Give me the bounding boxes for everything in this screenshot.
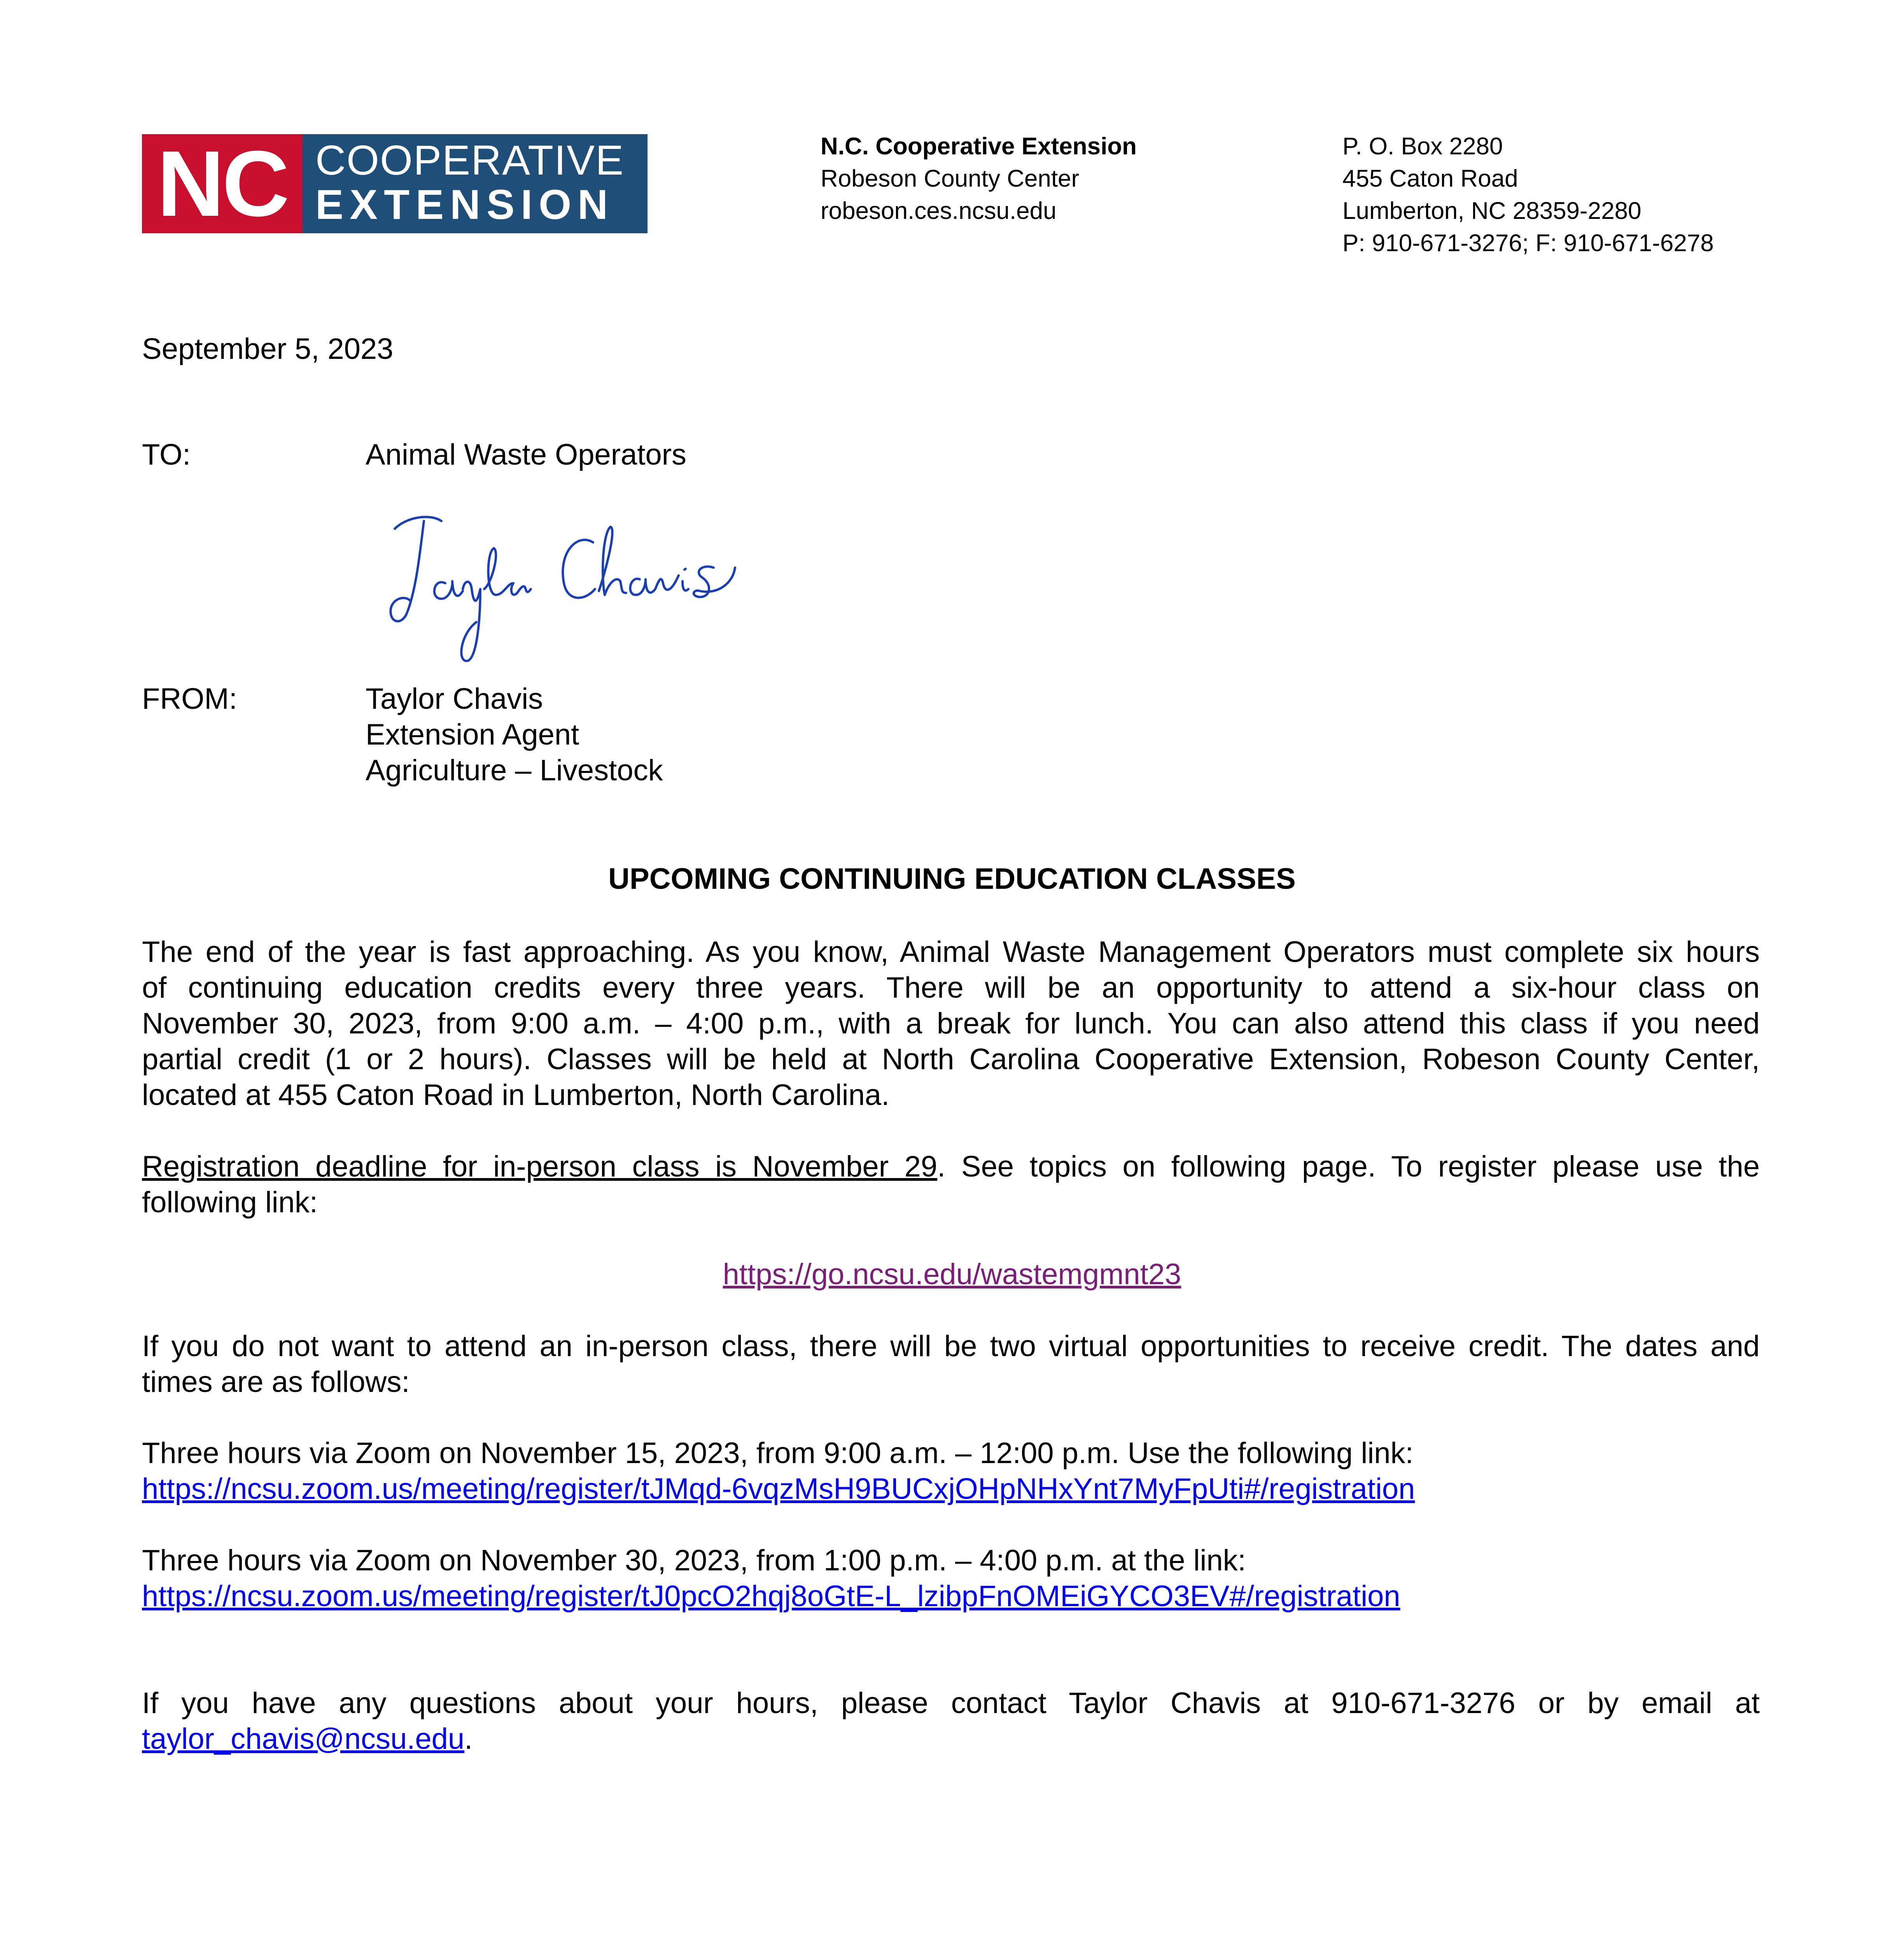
virtual-options-paragraph <box>142 1329 1760 1400</box>
nc-logo-blue-block <box>302 134 648 233</box>
zoom-session-1-link[interactable]: https://ncsu.zoom.us/meeting/register/tJMqd-6vqzMsH9BUCxjOHpNHxYnt7MyFpUti#/registration <box>142 1472 1415 1505</box>
office-name: N.C. Cooperative Extension <box>821 133 1137 160</box>
registration-line-1-rest: . See topics on following page. To register please use the <box>937 1150 1760 1183</box>
zoom-session-1 <box>142 1435 1415 1507</box>
sender-name: Taylor Chavis <box>366 682 543 715</box>
intro-line-3: November 30, 2023, from 9:00 a.m. – 4:00 p.m., with a break for lunch. You can also attend this class if you need <box>142 1007 1760 1040</box>
address-po-box: P. O. Box 2280 <box>1342 133 1503 160</box>
office-website: robeson.ces.ncsu.edu <box>821 198 1057 224</box>
virtual-line-1: If you do not want to attend an in-person class, there will be two virtual opportunities to receive credit. The dates and <box>142 1330 1760 1363</box>
contact-line-2 <box>142 1721 1760 1757</box>
zoom-session-2-text: Three hours via Zoom on November 30, 2023, from 1:00 p.m. – 4:00 p.m. at the link: <box>142 1544 1246 1577</box>
memo-date: September 5, 2023 <box>142 332 394 365</box>
office-address <box>1342 130 1714 259</box>
registration-link[interactable]: https://go.ncsu.edu/wastemgmnt23 <box>723 1258 1181 1291</box>
sender-department: Agriculture – Livestock <box>366 754 663 787</box>
contact-email-link[interactable]: taylor_chavis@ncsu.edu <box>142 1722 465 1755</box>
contact-period: . <box>464 1722 473 1755</box>
zoom-session-2 <box>142 1543 1400 1614</box>
intro-line-1: The end of the year is fast approaching. As you know, Animal Waste Management Operators must complete six hours <box>142 935 1760 969</box>
to-recipient: Animal Waste Operators <box>366 438 687 471</box>
nc-cooperative-extension-logo <box>142 131 648 236</box>
intro-line-2: of continuing education credits every three years. There will be an opportunity to attend a six-hour class on <box>142 971 1760 1004</box>
intro-line-5: located at 455 Caton Road in Lumberton, North Carolina. <box>142 1079 890 1112</box>
virtual-line-2: times are as follows: <box>142 1365 410 1399</box>
registration-link-container <box>0 1257 1904 1292</box>
zoom-session-1-text: Three hours via Zoom on November 15, 2023, from 9:00 a.m. – 12:00 p.m. Use the following link: <box>142 1437 1414 1470</box>
office-info <box>821 130 1137 227</box>
contact-line-1: If you have any questions about your hours, please contact Taylor Chavis at 910-671-3276 or by email at <box>142 1687 1760 1720</box>
intro-line-4: partial credit (1 or 2 hours). Classes will be held at North Carolina Cooperative Extension, Robeson County Center, <box>142 1043 1760 1076</box>
zoom-session-2-link[interactable]: https://ncsu.zoom.us/meeting/register/tJ0pcO2hqj8oGtE-L_lzibpFnOMEiGYCO3EV#/registration <box>142 1580 1400 1613</box>
registration-paragraph <box>142 1149 1760 1220</box>
to-label: TO: <box>142 438 191 471</box>
contact-paragraph <box>142 1685 1760 1757</box>
handwritten-signature <box>383 505 760 669</box>
nc-logo-red-block <box>142 131 302 236</box>
from-label: FROM: <box>142 682 237 715</box>
nc-logo-nc-text: NC <box>157 131 287 236</box>
nc-logo-line1: COOPERATIVE <box>315 136 625 184</box>
registration-line-2: following link: <box>142 1186 318 1219</box>
intro-paragraph <box>142 934 1760 1113</box>
registration-deadline: Registration deadline for in-person class is November 29 <box>142 1150 938 1183</box>
sender-title: Extension Agent <box>366 718 579 751</box>
page-title: UPCOMING CONTINUING EDUCATION CLASSES <box>608 862 1296 895</box>
address-phone-fax: P: 910-671-3276; F: 910-671-6278 <box>1342 230 1714 257</box>
from-sender <box>366 681 663 788</box>
address-street: 455 Caton Road <box>1342 165 1518 192</box>
nc-logo-line2: EXTENSION <box>315 181 614 228</box>
registration-line-1 <box>142 1149 1760 1185</box>
office-center: Robeson County Center <box>821 165 1080 192</box>
address-city: Lumberton, NC 28359-2280 <box>1342 198 1642 224</box>
